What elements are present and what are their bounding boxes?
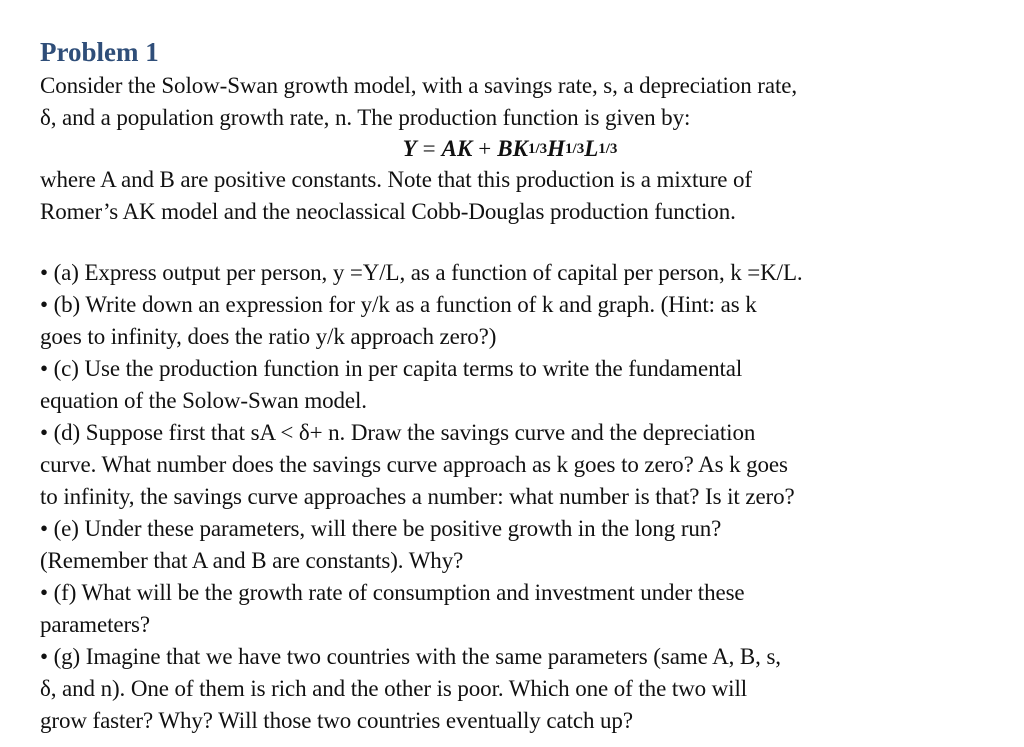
problem-title: Problem 1 xyxy=(40,37,159,67)
eq-plus: + xyxy=(478,136,492,161)
question-f xyxy=(40,577,1000,641)
eq-exponent-l: 1/3 xyxy=(598,141,618,157)
problem-document xyxy=(40,34,1000,737)
eq-ak-term: AK xyxy=(441,136,473,161)
eq-lhs: Y xyxy=(402,136,417,161)
question-a xyxy=(40,257,1000,289)
question-e xyxy=(40,513,1000,577)
question-b xyxy=(40,289,1000,353)
question-line: δ, and n). One of them is rich and the other is poor. Which one of the two will xyxy=(40,676,748,701)
question-line: • (f) What will be the growth rate of consumption and investment under these xyxy=(40,580,745,605)
question-line: goes to infinity, does the ratio y/k approach zero?) xyxy=(40,324,497,349)
question-line: • (d) Suppose first that sA < δ+ n. Draw the savings curve and the depreciation xyxy=(40,420,756,445)
question-line: (Remember that A and B are constants). Why? xyxy=(40,548,464,573)
question-line: • (b) Write down an expression for y/k as a function of k and graph. (Hint: as k xyxy=(40,292,757,317)
question-line: • (e) Under these parameters, will there be positive growth in the long run? xyxy=(40,516,722,541)
eq-exponent-k: 1/3 xyxy=(527,141,548,157)
question-line: to infinity, the savings curve approaches a number: what number is that? Is it zero? xyxy=(40,484,795,509)
question-line: equation of the Solow-Swan model. xyxy=(40,388,367,413)
note-line-1: where A and B are positive constants. Note that this production is a mixture of xyxy=(40,167,752,192)
note-line-2: Romer’s AK model and the neoclassical Cobb-Douglas production function. xyxy=(40,199,736,224)
question-line: curve. What number does the savings curve approach as k goes to zero? As k goes xyxy=(40,452,788,477)
production-function-equation xyxy=(40,134,960,164)
spacer xyxy=(40,228,1000,257)
question-line: • (c) Use the production function in per capita terms to write the fundamental xyxy=(40,356,743,381)
question-d xyxy=(40,417,1000,513)
eq-l-term: L xyxy=(584,136,599,161)
eq-exponent-h: 1/3 xyxy=(565,141,585,157)
question-line: parameters? xyxy=(40,612,150,637)
question-line: • (g) Imagine that we have two countries with the same parameters (same A, B, s, xyxy=(40,644,781,669)
eq-bk-term: BK xyxy=(497,136,528,161)
eq-equals: = xyxy=(422,136,436,161)
question-g xyxy=(40,641,1000,737)
question-line: • (a) Express output per person, y =Y/L, as a function of capital per person, k =K/L. xyxy=(40,260,803,285)
intro-line-2: δ, and a population growth rate, n. The production function is given by: xyxy=(40,105,691,130)
question-line: grow faster? Why? Will those two countries eventually catch up? xyxy=(40,708,633,733)
question-c xyxy=(40,353,1000,417)
eq-h-term: H xyxy=(547,136,566,161)
intro-line-1: Consider the Solow-Swan growth model, with a savings rate, s, a depreciation rate, xyxy=(40,73,798,98)
